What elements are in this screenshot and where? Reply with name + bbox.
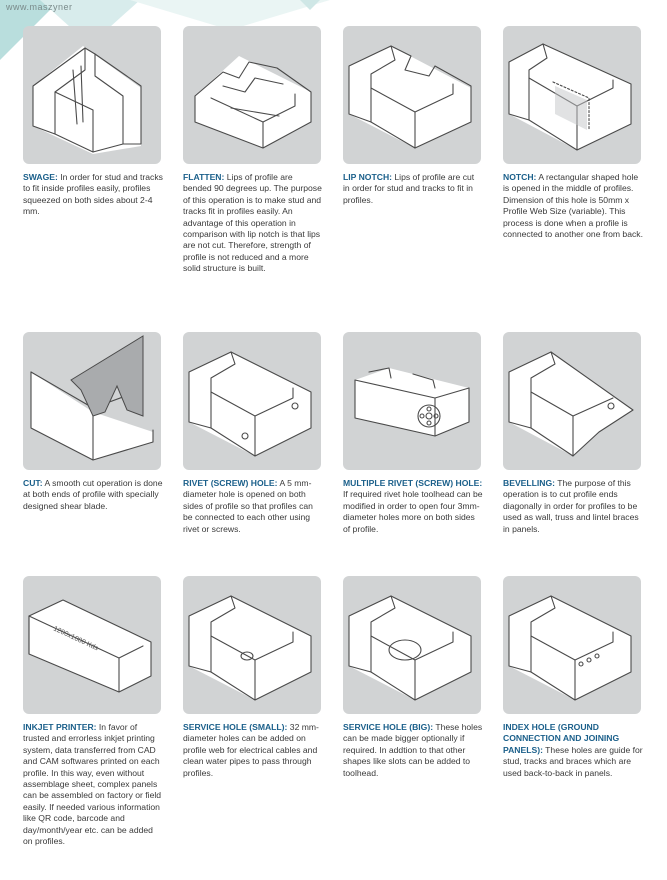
rivet-hole-text: A 5 mm-diameter hole is opened on both sides of profile so that profiles can be connected to each other using rivet or screws.: [183, 478, 313, 534]
swage-description: [23, 172, 163, 218]
notch-illustration: [503, 26, 641, 164]
inkjet-print-text: 1200x1000 Kds: [52, 625, 100, 653]
flatten-text: Lips of profile are bended 90 degrees up. The purpose of this operation is to make stud and tracks fit in profiles easily. An advantage of this operation in comparison with lip notch is that lips are not cut. Therefore, strength of profile is not reduced and a more solid structure is built.: [183, 172, 322, 274]
inkjet-printer-title: INKJET PRINTER:: [23, 722, 97, 732]
cut-description: [23, 478, 163, 512]
index-hole-description: [503, 722, 643, 779]
service-hole-small-title: SERVICE HOLE (SMALL):: [183, 722, 288, 732]
bevelling-illustration: [503, 332, 641, 470]
service-hole-big-title: SERVICE HOLE (BIG):: [343, 722, 434, 732]
service-hole-small-illustration: [183, 576, 321, 714]
cut-title: CUT:: [23, 478, 43, 488]
lip-notch-description: [343, 172, 483, 206]
flatten-illustration: [183, 26, 321, 164]
bevelling-text: The purpose of this operation is to cut profile ends diagonally in order for profiles to be used as wall, truss and lintel braces in panels.: [503, 478, 639, 534]
service-hole-small-description: [183, 722, 323, 779]
card-service-hole-small: [183, 576, 323, 779]
service-hole-big-text: These holes can be made bigger optionally if required. In addtion to that other shapes like slots can be added to toolhead.: [343, 722, 483, 778]
swage-illustration: [23, 26, 161, 164]
service-hole-big-description: [343, 722, 483, 779]
multiple-rivet-hole-title: MULTIPLE RIVET (SCREW) HOLE:: [343, 478, 483, 488]
notch-text: A rectangular shaped hole is opened in the middle of profiles. Dimension of this hole is 50mm x Profile Web Size (variable). This process is done when a profile is connected to another one from back.: [503, 172, 643, 240]
card-service-hole-big: [343, 576, 483, 779]
inkjet-printer-description: [23, 722, 163, 847]
card-lip-notch: [343, 26, 483, 206]
flatten-description: [183, 172, 323, 275]
index-hole-text: These holes are guide for stud, tracks and braces which are used back-to-back in panels.: [503, 744, 643, 778]
swage-title: SWAGE:: [23, 172, 58, 182]
swage-text: In order for stud and tracks to fit inside profiles easily, profiles squeezed on both sides about 2-4 mm.: [23, 172, 163, 217]
lip-notch-title: LIP NOTCH:: [343, 172, 393, 182]
rivet-hole-title: RIVET (SCREW) HOLE:: [183, 478, 278, 488]
lip-notch-illustration: [343, 26, 481, 164]
cut-text: A smooth cut operation is done at both ends of profile with specially designed shear blade.: [23, 478, 163, 511]
notch-title: NOTCH:: [503, 172, 537, 182]
card-flatten: [183, 26, 323, 275]
inkjet-printer-text: In favor of trusted and errorless inkjet printing system, data transferred from CAD and CAM softwares printed on each profile. In this way, even without assemblage sheet, complex panels can be assembled on factory or field easily. If needed various information like QR code, barcode and day/month/year etc. can be added on profiles.: [23, 722, 162, 847]
watermark-text: www.maszyner: [6, 2, 73, 12]
card-multiple-rivet-hole: [343, 332, 483, 535]
index-hole-illustration: [503, 576, 641, 714]
bevelling-title: BEVELLING:: [503, 478, 556, 488]
flatten-title: FLATTEN:: [183, 172, 225, 182]
card-rivet-hole: [183, 332, 323, 535]
card-index-hole: [503, 576, 643, 779]
card-swage: [23, 26, 163, 218]
card-cut: [23, 332, 163, 512]
notch-description: [503, 172, 643, 240]
lip-notch-text: Lips of profile are cut in order for stud and tracks to fit in profiles.: [343, 172, 475, 205]
card-bevelling: [503, 332, 643, 535]
multiple-rivet-hole-text: If required rivet hole toolhead can be modified in order to open four 3mm-diameter holes more on both sides of profile.: [343, 489, 483, 534]
bevelling-description: [503, 478, 643, 535]
inkjet-printer-illustration: [23, 576, 161, 714]
rivet-hole-illustration: [183, 332, 321, 470]
service-hole-big-illustration: [343, 576, 481, 714]
card-notch: [503, 26, 643, 240]
multiple-rivet-hole-description: [343, 478, 483, 535]
index-hole-title: INDEX HOLE (GROUND CONNECTION AND JOINING PANELS):: [503, 722, 620, 755]
card-inkjet-printer: [23, 576, 163, 847]
rivet-hole-description: [183, 478, 323, 535]
service-hole-small-text: 32 mm-diameter holes can be added on profile web for electrical cables and clean water pipes to pass through profiles.: [183, 722, 319, 778]
multiple-rivet-hole-illustration: [343, 332, 481, 470]
cut-illustration: [23, 332, 161, 470]
